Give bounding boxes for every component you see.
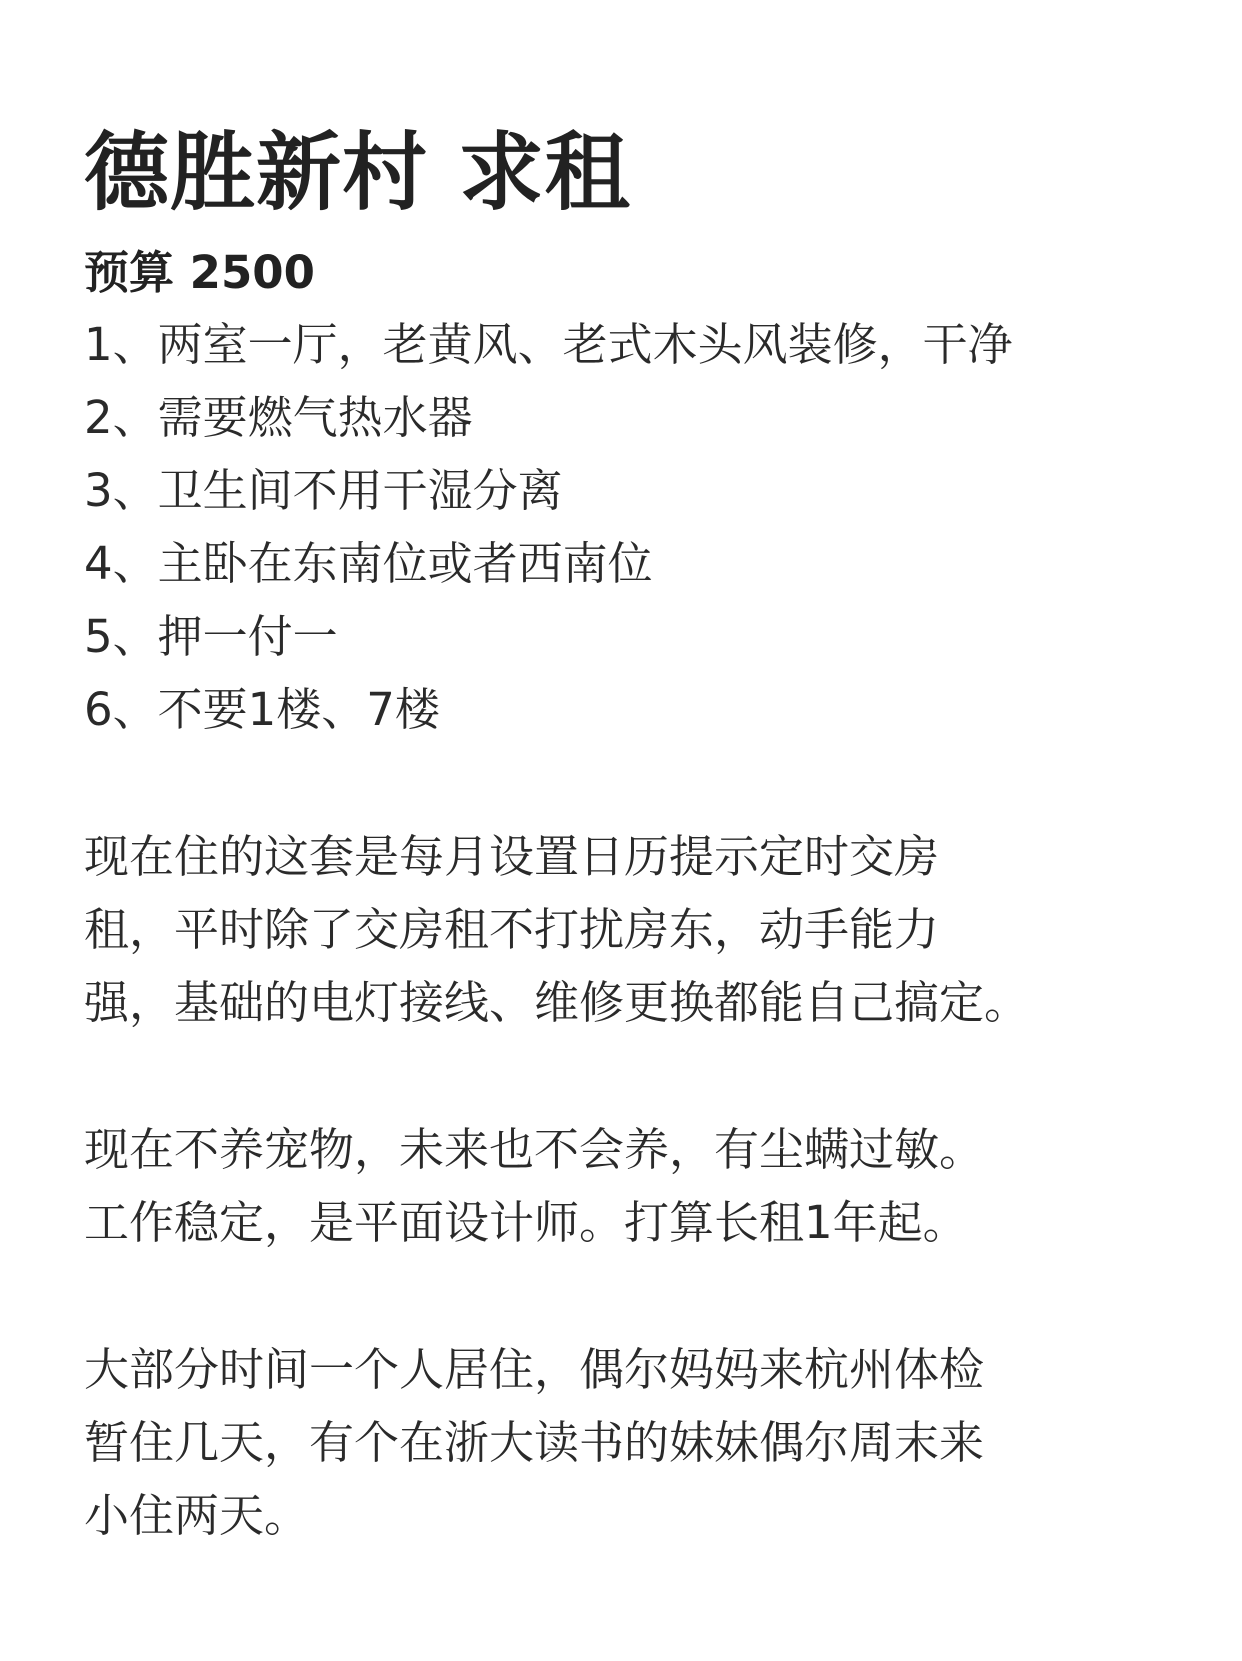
post-title: 德胜新村 求租 bbox=[84, 124, 631, 223]
requirement-item: 4、主卧在东南位或者西南位 bbox=[84, 537, 653, 590]
paragraph-tenant-profile bbox=[84, 1113, 1204, 1259]
paragraph-occupants bbox=[84, 1333, 1204, 1552]
paragraph-line: 现在不养宠物，未来也不会养，有尘螨过敏。 bbox=[84, 1123, 985, 1176]
budget-line: 预算 2500 bbox=[84, 246, 315, 299]
requirement-item: 2、需要燃气热水器 bbox=[84, 391, 473, 444]
requirement-item: 5、押一付一 bbox=[84, 610, 338, 663]
requirements-list bbox=[84, 308, 1204, 746]
rental-post bbox=[84, 124, 1204, 1552]
paragraph-line: 小住两天。 bbox=[84, 1489, 310, 1542]
paragraph-line: 租，平时除了交房租不打扰房东，动手能力 bbox=[84, 903, 940, 956]
paragraph-tenant-habits bbox=[84, 820, 1204, 1039]
requirement-item: 3、卫生间不用干湿分离 bbox=[84, 464, 563, 517]
requirement-item: 6、不要1楼、7楼 bbox=[84, 683, 440, 736]
paragraph-line: 工作稳定，是平面设计师。打算长租1年起。 bbox=[84, 1196, 968, 1249]
requirement-item: 1、两室一厅，老黄风、老式木头风装修，干净 bbox=[84, 318, 1013, 371]
paragraph-line: 暂住几天，有个在浙大读书的妹妹偶尔周末来 bbox=[84, 1416, 985, 1469]
paragraph-line: 大部分时间一个人居住，偶尔妈妈来杭州体检 bbox=[84, 1343, 985, 1396]
paragraph-line: 现在住的这套是每月设置日历提示定时交房 bbox=[84, 830, 940, 883]
paragraph-line: 强，基础的电灯接线、维修更换都能自己搞定。 bbox=[84, 976, 1030, 1029]
